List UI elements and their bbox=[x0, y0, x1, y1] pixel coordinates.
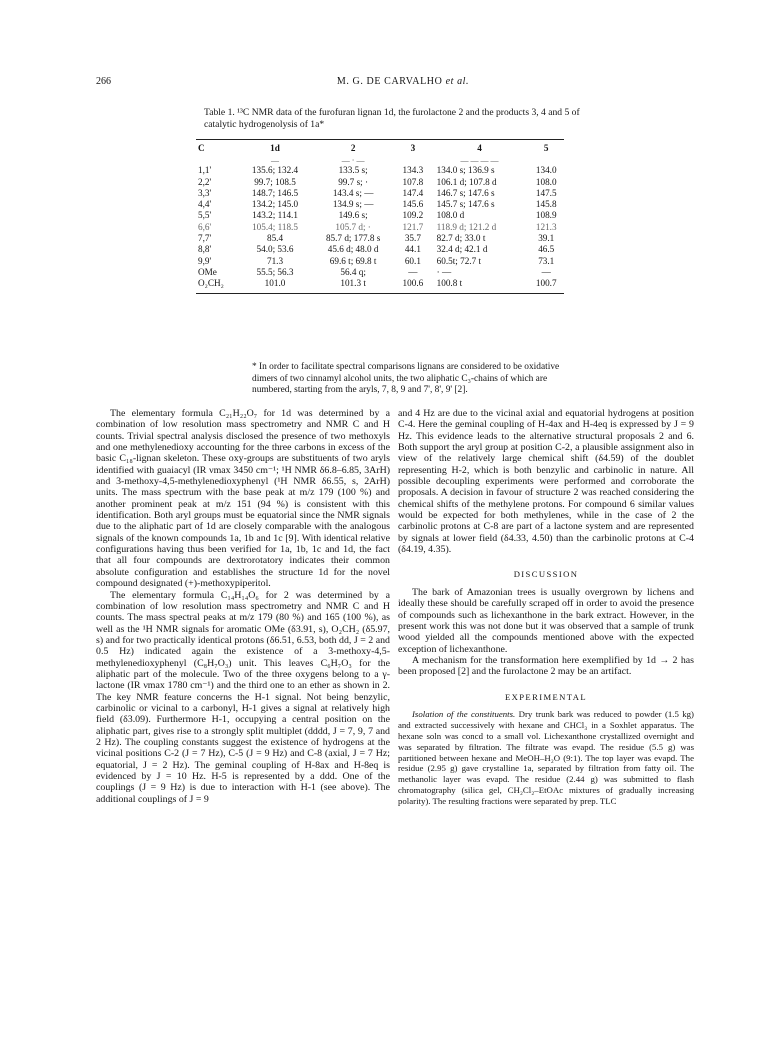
column-header: 2 bbox=[311, 140, 395, 158]
table-cell: — bbox=[408, 266, 418, 277]
table-cell: 46.5 bbox=[538, 244, 555, 255]
subheader-cell bbox=[196, 157, 239, 165]
row-carbon-label: 5,5' bbox=[198, 210, 212, 221]
table-cell: 105.4; 118.5 bbox=[252, 221, 298, 232]
table-row bbox=[196, 256, 564, 267]
table-cell: 134.0 s; 136.9 s bbox=[436, 165, 495, 176]
table-row bbox=[196, 267, 564, 278]
row-carbon-label: 1,1' bbox=[198, 165, 212, 176]
table-cell: 32.4 d; 42.1 d bbox=[436, 244, 488, 255]
table-cell: 108.9 bbox=[535, 210, 557, 221]
column-header: 3 bbox=[395, 140, 431, 158]
table-row bbox=[196, 199, 564, 210]
column-header: 4 bbox=[431, 140, 529, 158]
table-cell: 60.5t; 72.7 t bbox=[436, 255, 482, 266]
row-carbon-label: 3,3' bbox=[198, 187, 212, 198]
row-carbon-label: 9,9' bbox=[198, 255, 212, 266]
table-cell: 39.1 bbox=[538, 233, 555, 244]
table-cell: 45.6 d; 48.0 d bbox=[327, 244, 379, 255]
table-cell: 35.7 bbox=[404, 233, 421, 244]
subheader-cell bbox=[528, 157, 564, 165]
column-header: 5 bbox=[528, 140, 564, 158]
table-cell: 54.0; 53.6 bbox=[256, 244, 294, 255]
row-carbon-label: 7,7' bbox=[198, 233, 212, 244]
table-cell: 143.4 s; — bbox=[332, 187, 374, 198]
table-body bbox=[196, 165, 564, 293]
table-cell: 145.6 bbox=[402, 199, 424, 210]
table-cell: 71.3 bbox=[266, 255, 284, 266]
running-title bbox=[96, 76, 710, 87]
nmr-data-table bbox=[196, 139, 564, 294]
table-cell: 118.9 d; 121.2 d bbox=[436, 221, 497, 232]
row-carbon-label: O₂CH₂ bbox=[196, 278, 239, 293]
table-cell: 121.7 bbox=[402, 221, 424, 232]
subheader-cell: — — — — bbox=[460, 156, 499, 166]
table-row bbox=[196, 233, 564, 244]
row-carbon-label: 2,2' bbox=[198, 176, 212, 187]
table-cell: 44.1 bbox=[404, 244, 421, 255]
table-cell: 99.7 s; · bbox=[338, 176, 369, 187]
table-cell: 100.6 bbox=[395, 278, 431, 293]
table-caption-text: Table 1. ¹³C NMR data of the furofuran lignan 1d, the furolactone 2 and the products 3, 4 and 5 of catalytic hydrogenolysis of 1a* bbox=[204, 107, 580, 130]
table-cell: 108.0 bbox=[535, 176, 557, 187]
column-header: C bbox=[196, 140, 239, 158]
table-cell: 134.2; 145.0 bbox=[251, 199, 299, 210]
row-carbon-label: 8,8' bbox=[198, 244, 212, 255]
table-footnote-text: * In order to facilitate spectral comparisons lignans are considered to be oxidative dimers of two cinnamyl alcohol units, the two aliphatic C₃-chains of which are numbered, starting from the aryls, 7, 8, 9 and 7', 8', 9' [2]. bbox=[252, 362, 560, 396]
table-cell: 149.6 s; bbox=[338, 210, 368, 221]
page-number: 266 bbox=[96, 76, 111, 87]
table-subheader-row bbox=[196, 157, 564, 165]
table-footnote bbox=[252, 362, 572, 397]
subheader-cell: — bbox=[271, 156, 279, 166]
table-row bbox=[196, 244, 564, 255]
table-cell: 73.1 bbox=[538, 255, 555, 266]
experimental-text: Dry trunk bark was reduced to powder (1.5 kg) and extracted successively with hexane and CHCl₃ in a Soxhlet apparatus. The hexane soln was concd to a small vol. Lichexanthone crystallized overnight and was separated by filtration. The filtrate was evapd. The residue (5.5 g) was partitioned between hexane and MeOH–H₂O (9:1). The top layer was evapd. The residue (2.95 g) gave crystalline 1a, separated by filtration from fatty oil. The methanolic layer was evapd. The residue (2.44 g) was submitted to flash chromatography (silica gel, CH₂Cl₂–EtOAc mixtures of gradually increasing polarity). The resulting fractions were separated by prep. TLC bbox=[398, 708, 694, 807]
table-cell: 133.5 s; bbox=[338, 165, 368, 176]
table-cell: 108.0 d bbox=[436, 210, 465, 221]
table-cell: 99.7; 108.5 bbox=[254, 176, 296, 187]
row-carbon-label: 6,6' bbox=[198, 221, 212, 232]
table-cell: 105.7 d; · bbox=[335, 221, 371, 232]
page-header bbox=[96, 76, 710, 94]
table-cell: 143.2; 114.1 bbox=[252, 210, 298, 221]
table-cell: · — bbox=[436, 266, 452, 277]
running-title-authors: M. G. DE CARVALHO bbox=[336, 76, 443, 87]
table-cell: 145.7 s; 147.6 s bbox=[436, 199, 495, 210]
subheader-cell: — · — bbox=[341, 156, 365, 166]
table-cell: 135.6; 132.4 bbox=[251, 165, 299, 176]
table-row bbox=[196, 177, 564, 188]
table-cell: 134.0 bbox=[535, 165, 557, 176]
table-cell: 100.8 t bbox=[431, 278, 529, 293]
table-cell: 106.1 d; 107.8 d bbox=[436, 176, 497, 187]
table-cell: 121.3 bbox=[535, 221, 557, 232]
table-caption bbox=[204, 107, 586, 131]
table-cell: 107.8 bbox=[402, 176, 424, 187]
experimental-heading: EXPERIMENTAL bbox=[505, 691, 587, 702]
experimental-paragraph bbox=[398, 709, 694, 807]
running-title-suffix: et al. bbox=[445, 76, 470, 87]
table-cell: 145.8 bbox=[535, 199, 557, 210]
table-row bbox=[196, 165, 564, 176]
table-cell: 82.7 d; 33.0 t bbox=[436, 233, 486, 244]
table-cell: 85.7 d; 177.8 s bbox=[325, 233, 381, 244]
table-header-row bbox=[196, 140, 564, 158]
discussion-heading: DISCUSSION bbox=[513, 569, 579, 580]
row-carbon-label: 4,4' bbox=[198, 199, 212, 210]
column-header: 1d bbox=[239, 140, 311, 158]
table-cell: 55.5; 56.3 bbox=[256, 266, 294, 277]
table-cell: — bbox=[541, 266, 551, 277]
table-cell: 147.4 bbox=[402, 187, 424, 198]
body-paragraph: The elementary formula C₁₄H₁₄O₆ for 2 was determined by a combination of low resolution mass spectrometry and NMR C and H counts. The mass spectral peaks at m/z 179 (80 %) and 165 (100 %), as well as the ¹H NMR signals for aromatic OMe (δ3.91, s), O₂CH₂ (δ5.97, s) and for two practically identical protons (δ6.51, 6.53, both dd, J = 2 and 0.5 Hz) indicated again the existence of a 3-methoxy-4,5-methylenedioxyphenyl (C₈H₇O₃) unit. This leaves C₆H₇O₃ for the aliphatic part of the molecule. Two of the three oxygens belong to a γ-lactone (IR νmax 1780 cm⁻¹) and the third one to an ether as shown in 2. The key NMR feature concerns the H-1 signal. Not being benzylic, carbinolic or vicinal to a carbonyl, H-1 gives a signal at relatively high field (δ3.09). Furthermore H-1, occupying a central position on the aliphatic part, gives rise to a strongly split multiplet (dddd, J = 7, 9, 7 and 2 Hz). The coupling constants suggest the existence of hydrogens at the vicinal positions C-2 (J = 7 Hz), C-5 (J = 9 Hz) and C-8 (axial, J = 7 Hz; equatorial, J = 2 Hz). The geminal coupling of H-8ax and H-8eq is evidenced by J = 10 Hz. H-5 is represented by a ddd. One of the couplings (J = 9 Hz) is due to interaction with H-1 (see above). The additional couplings of J = 9 bbox=[96, 589, 390, 805]
table-row bbox=[196, 188, 564, 199]
table-cell: 56.4 q; bbox=[340, 266, 366, 277]
right-text-column bbox=[398, 408, 694, 807]
discussion-paragraph: A mechanism for the transformation here exemplified by 1d → 2 has been proposed [2] and the furolactone 2 may be an artifact. bbox=[398, 654, 694, 678]
table-cell: 148.7; 146.5 bbox=[251, 187, 299, 198]
table-cell: 147.5 bbox=[535, 187, 557, 198]
table-row bbox=[196, 222, 564, 233]
table-row bbox=[196, 278, 564, 293]
table-cell: 134.3 bbox=[402, 165, 424, 176]
table-cell: 146.7 s; 147.6 s bbox=[436, 187, 495, 198]
row-carbon-label: OMe bbox=[198, 266, 217, 277]
table-cell: 85.4 bbox=[266, 233, 284, 244]
discussion-paragraph: The bark of Amazonian trees is usually overgrown by lichens and ideally these should be carefully scraped off in order to avoid the presence of compounds such as lichexanthone in the bark extract. However, in the present work this was not done but it was observed that a sample of trunk wood yielded all the compounds mentioned above with the expected exception of lichexanthone. bbox=[398, 586, 694, 655]
table-cell: 134.9 s; — bbox=[332, 199, 374, 210]
table-cell: 101.3 t bbox=[311, 278, 395, 293]
table-cell: 101.0 bbox=[239, 278, 311, 293]
left-text-column bbox=[96, 408, 390, 805]
body-paragraph: The elementary formula C₂₁H₂₂O₇ for 1d was determined by a combination of low resolution mass spectrometry and NMR C and H counts. Trivial spectral analysis disclosed the presence of two methoxyls and one methylenedioxy accounting for the three carbons in excess of the basic C₁₈-lignan skeleton. These oxy-groups are substituents of two aryls identified with guaiacyl (IR νmax 3450 cm⁻¹; ¹H NMR δ6.8–6.85, 3ArH) and 3-methoxy-4,5-methylenedioxyphenyl (¹H NMR δ6.55, s, 2ArH) units. The mass spectrum with the base peak at m/z 179 (100 %) and another prominent peak at m/z 151 (94 %) is consistent with this identification. Both aryl groups must be equatorial since the NMR signals due to the aliphatic part of 1d are closely comparable with the analogous signals of the known compounds 1a, 1b and 1c [9]. With identical relative configurations having thus been verified for 1a, 1b, 1c and 1d, the fact that all four compounds are dextrorotatory indicates their common absolute configuration and establishes the structure 1d for the novel compound designated (+)-methoxypiperitol. bbox=[96, 408, 390, 590]
table-cell: 100.7 bbox=[528, 278, 564, 293]
table-cell: 69.6 t; 69.8 t bbox=[329, 255, 377, 266]
table-cell: 60.1 bbox=[404, 255, 421, 266]
table-row bbox=[196, 210, 564, 221]
experimental-subheading: Isolation of the constituents. bbox=[412, 708, 516, 719]
subheader-cell bbox=[395, 157, 431, 165]
body-paragraph: and 4 Hz are due to the vicinal axial and equatorial hydrogens at position C-4. Here the geminal coupling of H-4ax and H-4eq is expressed by J = 9 Hz. This evidence leads to the alternative structural proposals 2 and 6. Both support the aryl group at position C-2, a plausible assignment also in view of the relatively large chemical shift (δ4.59) of the doublet representing H-2, which is both benzylic and carbinolic in nature. All possible decoupling experiments were performed and corroborate the proposals. A decision in favour of structure 2 was reached considering the chemical shifts of the methylene protons. For compound 6 similar values would be expected for both methylenes, while in the case of 2 the carbinolic protons at C-8 are part of a lactone system and are represented by signals at lower field (δ4.33, 4.50) than the carbinolic protons at C-4 (δ4.19, 4.35). bbox=[398, 408, 694, 556]
table-cell: 109.2 bbox=[402, 210, 424, 221]
